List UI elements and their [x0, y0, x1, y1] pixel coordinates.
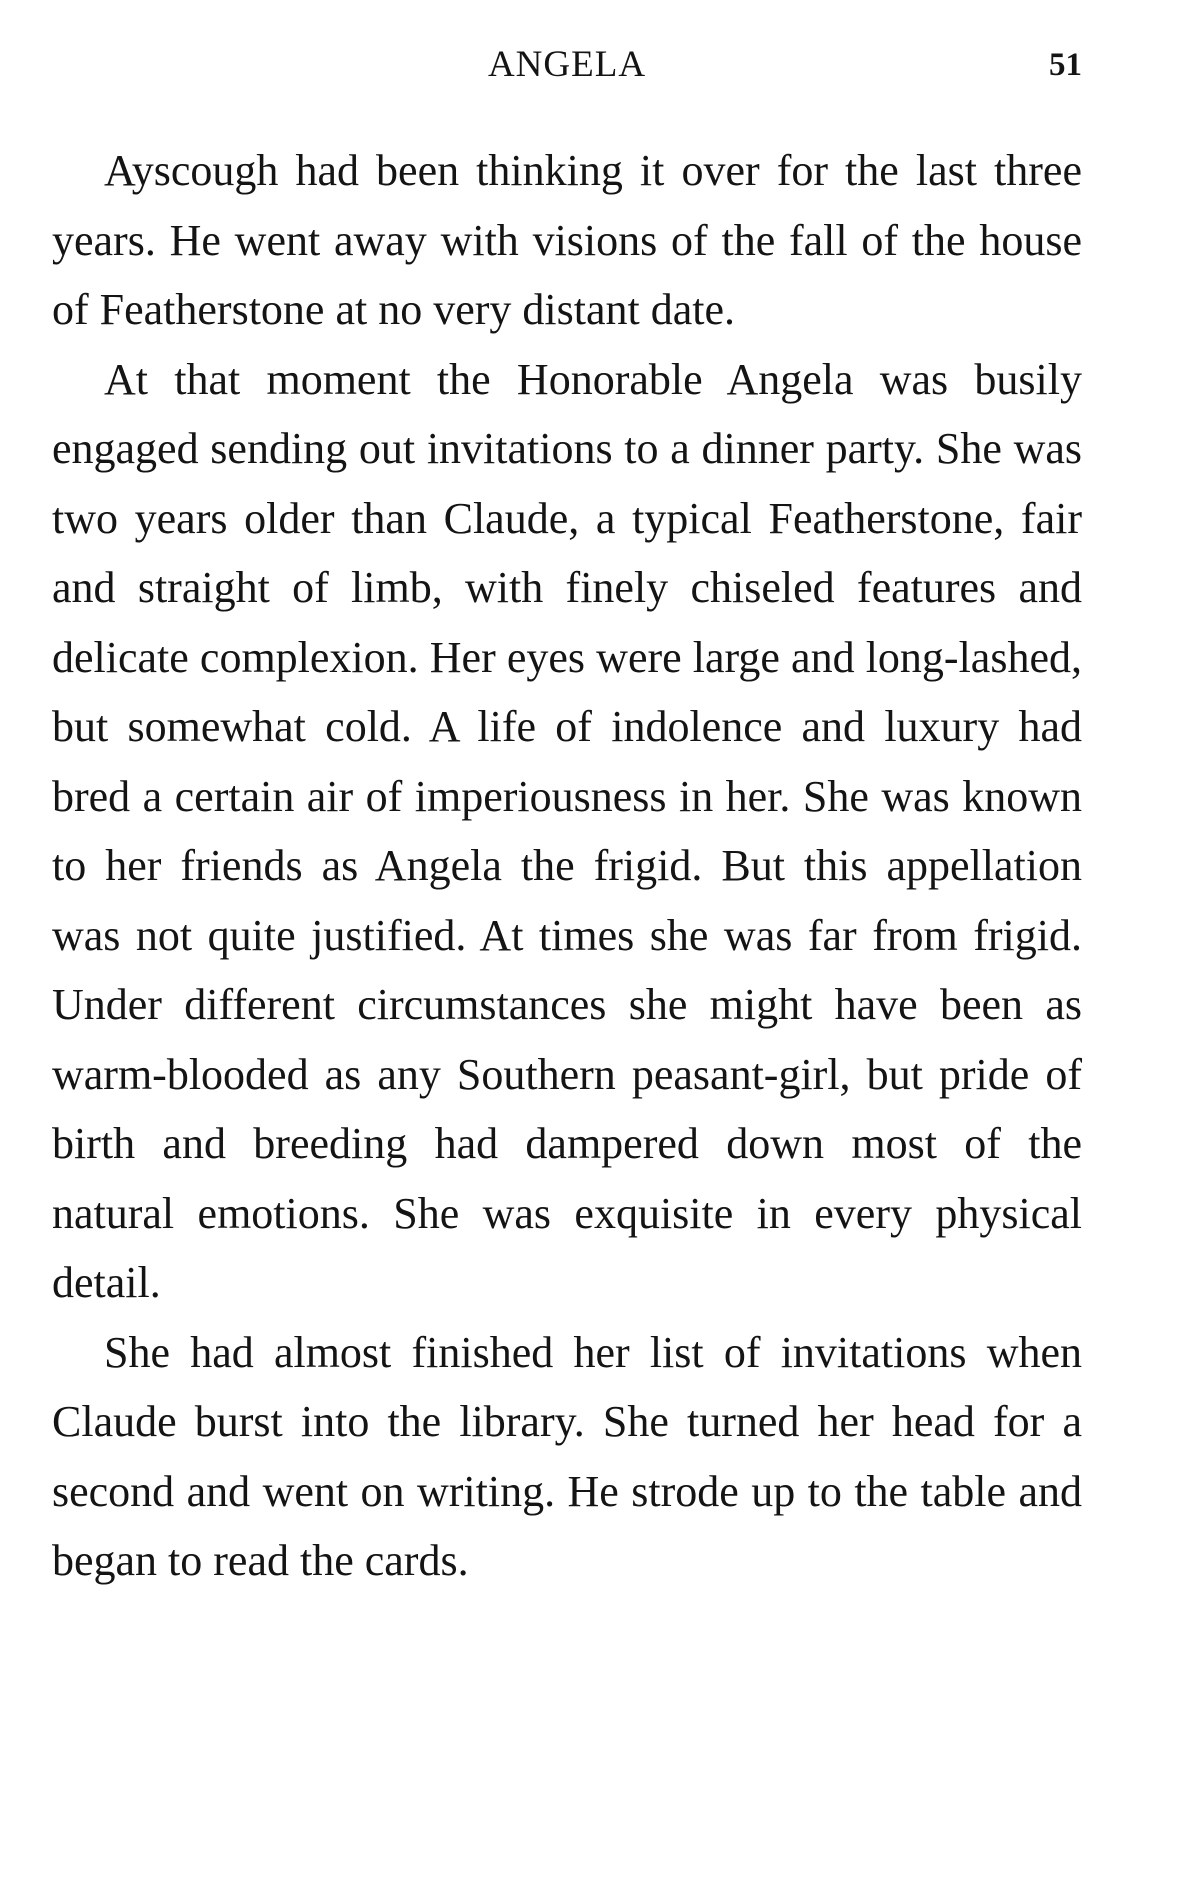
- running-title: ANGELA: [487, 44, 647, 85]
- running-head: [52, 40, 1082, 90]
- body-text: [52, 136, 1082, 1596]
- page-number: 51: [1049, 47, 1082, 83]
- paragraph-1: Ayscough had been thinking it over for the last three years. He went away with visions of the fall of the house of Featherstone at no very distant date.: [52, 146, 1082, 334]
- paragraph-2: At that moment the Honorable Angela was busily engaged sending out invitations to a dinner party. She was two years older than Claude, a typical Featherstone, fair and straight of limb, with finely chiseled features and delicate complexion. Her eyes were large and long-lashed, but somewhat cold. A life of indolence and luxury had bred a certain air of imperiousness in her. She was known to her friends as Angela the frigid. But this appellation was not quite justified. At times she was far from frigid. Under different circumstances she might have been as warm-blooded as any Southern peasant-girl, but pride of birth and breeding had dampered down most of the natural emotions. She was exquisite in every physical detail.: [52, 354, 1082, 1307]
- paragraph-3: She had almost finished her list of invitations when Claude burst into the library. She turned her head for a second and went on writing. He strode up to the table and began to read the cards.: [52, 1327, 1082, 1585]
